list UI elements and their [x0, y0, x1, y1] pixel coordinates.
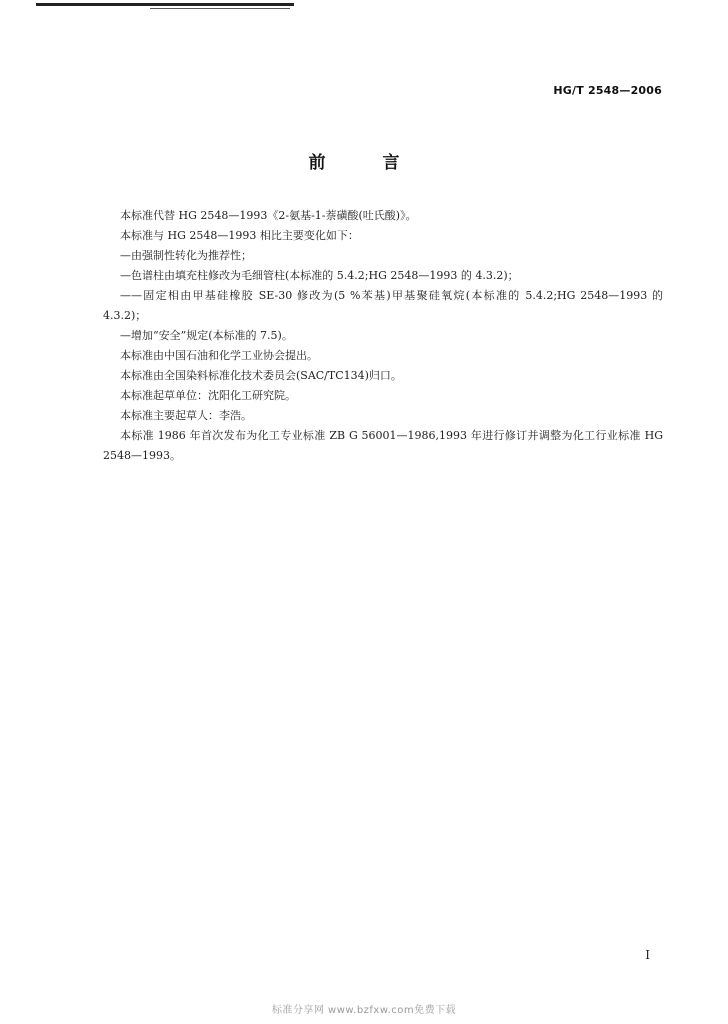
change-item-recommended: —由强制性转化为推荐性； — [120, 249, 252, 262]
scan-edge-mark-thin — [150, 8, 290, 9]
paragraph-history: 本标准 1986 年首次发布为化工专业标准 ZB G 56001—1986,1993 年进行修订并调整为化工行业标准 HG 2548—1993。 — [103, 429, 663, 462]
scan-edge-mark — [36, 3, 294, 6]
page-title: 前 言 — [308, 153, 420, 173]
foreword-body — [103, 206, 663, 466]
paragraph-proposed-by: 本标准由中国石油和化学工业协会提出。 — [120, 349, 318, 362]
footer-watermark: 标准分享网 www.bzfxw.com免费下载 — [271, 1005, 457, 1016]
paragraph-drafters: 本标准主要起草人：李浩。 — [120, 409, 252, 422]
paragraph-drafting-unit: 本标准起草单位：沈阳化工研究院。 — [120, 389, 296, 402]
page-number: I — [645, 948, 650, 962]
change-item-column: —色谱柱由填充柱修改为毛细管柱(本标准的 5.4.2;HG 2548—1993 的 4.3.2)； — [120, 269, 519, 282]
change-item-stationary-phase: ——固定相由甲基硅橡胶 SE-30 修改为(5 %苯基)甲基聚硅氧烷(本标准的 5.4.2;HG 2548—1993 的 4.3.2)； — [103, 289, 663, 322]
paragraph-administered-by: 本标准由全国染料标准化技术委员会(SAC/TC134)归口。 — [120, 369, 402, 382]
paragraph-changes-intro: 本标准与 HG 2548—1993 相比主要变化如下： — [120, 229, 359, 242]
paragraph-replaces: 本标准代替 HG 2548—1993《2-氨基-1-萘磺酸(吐氏酸)》。 — [120, 209, 417, 222]
change-item-safety: —增加“安全”规定(本标准的 7.5)。 — [120, 329, 293, 342]
standard-code: HG/T 2548—2006 — [553, 84, 662, 97]
